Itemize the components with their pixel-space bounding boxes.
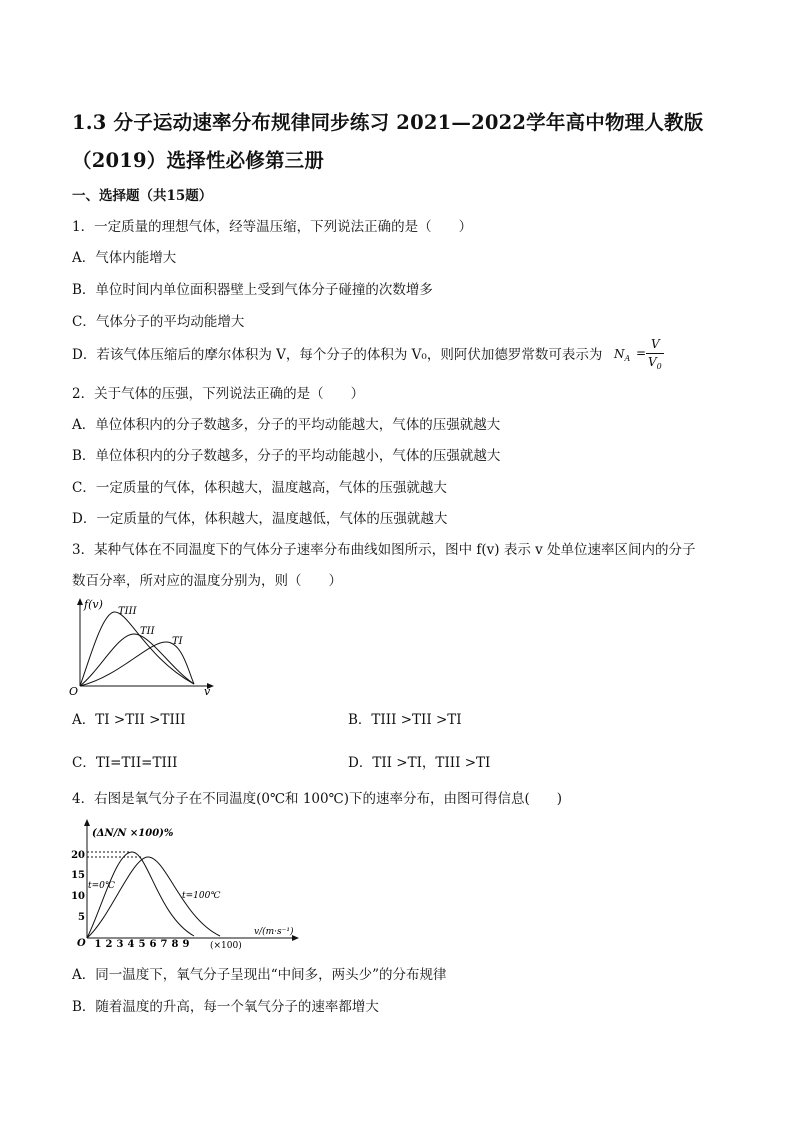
formula-den-sub: 0	[656, 362, 662, 371]
q4-x-unit-label: (×100)	[210, 941, 242, 951]
y-tick-20: 20	[71, 850, 85, 861]
q1-option-d: D．若该气体压缩后的摩尔体积为 V，每个分子的体积为 V₀，则阿伏加德罗常数可表示为	[72, 347, 603, 363]
y-tick-5: 5	[78, 912, 85, 923]
q2-option-d: D．一定质量的气体，体积越大，温度越低，气体的压强就越大	[72, 511, 448, 527]
x-tick-1: 1	[94, 939, 102, 950]
q1-stem: 1．一定质量的理想气体，经等温压缩，下列说法正确的是（ ）	[72, 219, 473, 235]
formula-lhs: N	[614, 347, 625, 361]
q3-stem-line2: 数百分率，所对应的温度分别为，则（ ）	[72, 573, 342, 589]
q3-x-axis-label: v	[204, 685, 211, 696]
formula-eq: =	[636, 346, 647, 360]
x-tick-4: 4	[127, 939, 135, 950]
label-100c: t=100℃	[182, 891, 221, 901]
x-tick-6: 6	[149, 939, 157, 950]
q3-stem-line1: 3．某种气体在不同温度下的气体分子速率分布曲线如图所示，图中 f(v) 表示 v 处单位速率区间内的分子	[72, 542, 696, 558]
x-tick-9: 9	[182, 939, 190, 950]
formula-denominator: V	[648, 355, 657, 369]
q1-option-b: B．单位时间内单位面积器壁上受到气体分子碰撞的次数增多	[72, 282, 433, 298]
q4-option-a: A．同一温度下，氧气分子呈现出“中间多，两头少”的分布规律	[72, 967, 447, 983]
q4-x-axis-label: v/(m·s⁻¹)	[254, 927, 294, 937]
q3-option-a: A．TI >TII >TIII	[72, 712, 186, 728]
q3-option-d: D．TII >TI，TIII >TI	[348, 755, 491, 771]
x-tick-2: 2	[105, 939, 113, 950]
q3-origin-label: O	[69, 685, 79, 696]
y-tick-15: 15	[71, 870, 85, 881]
q4-option-b: B．随着温度的升高，每一个氧气分子的速率都增大	[72, 999, 379, 1015]
q4-y-axis-label: (ΔN/N ×100)%	[92, 828, 174, 839]
q4-oxygen-speed-graph	[70, 814, 302, 952]
document-title: 1.3 分子运动速率分布规律同步练习 2021—2022学年高中物理人教版（2019）选择性必修第三册	[72, 111, 704, 172]
q3-option-c: C．TI=TII=TIII	[72, 755, 178, 771]
label-0c: t=0℃	[88, 881, 115, 891]
curve-label-t2: TII	[140, 626, 155, 637]
q4-y-ticks	[71, 850, 85, 923]
fraction-bar	[646, 353, 664, 354]
q2-option-c: C．一定质量的气体，体积越大，温度越高，气体的压强就越大	[72, 480, 447, 496]
x-tick-5: 5	[138, 939, 146, 950]
q4-origin-label: O	[77, 938, 86, 949]
q1-option-c: C．气体分子的平均动能增大	[72, 314, 245, 330]
q2-option-a: A．单位体积内的分子数越多，分子的平均动能越大，气体的压强就越大	[72, 417, 501, 433]
q1-formula	[614, 337, 666, 373]
formula-lhs-sub: A	[624, 354, 631, 363]
x-tick-7: 7	[160, 939, 168, 950]
q2-stem: 2．关于气体的压强，下列说法正确的是（ ）	[72, 386, 365, 402]
q1-option-a: A．气体内能增大	[72, 250, 177, 266]
section-heading: 一、选择题（共15题）	[72, 188, 213, 204]
q2-option-b: B．单位体积内的分子数越多，分子的平均动能越小，气体的压强就越大	[72, 448, 501, 464]
curve-t1	[80, 642, 194, 686]
q3-distribution-graph	[66, 596, 218, 696]
formula-numerator: V	[651, 337, 660, 351]
q4-x-ticks	[95, 939, 190, 950]
x-tick-8: 8	[171, 939, 179, 950]
curve-t3	[80, 612, 194, 686]
q3-option-b: B．TIII >TII >TI	[348, 712, 462, 728]
y-tick-10: 10	[71, 891, 85, 902]
q4-stem: 4．右图是氧气分子在不同温度(0℃和 100℃)下的速率分布，由图可得信息( )	[72, 791, 563, 807]
curve-label-t3: TIII	[118, 606, 137, 617]
curve-0c	[87, 852, 194, 938]
q3-y-axis-label: f(v)	[84, 598, 103, 611]
x-tick-3: 3	[116, 939, 124, 950]
curve-label-t1: TI	[172, 636, 183, 647]
